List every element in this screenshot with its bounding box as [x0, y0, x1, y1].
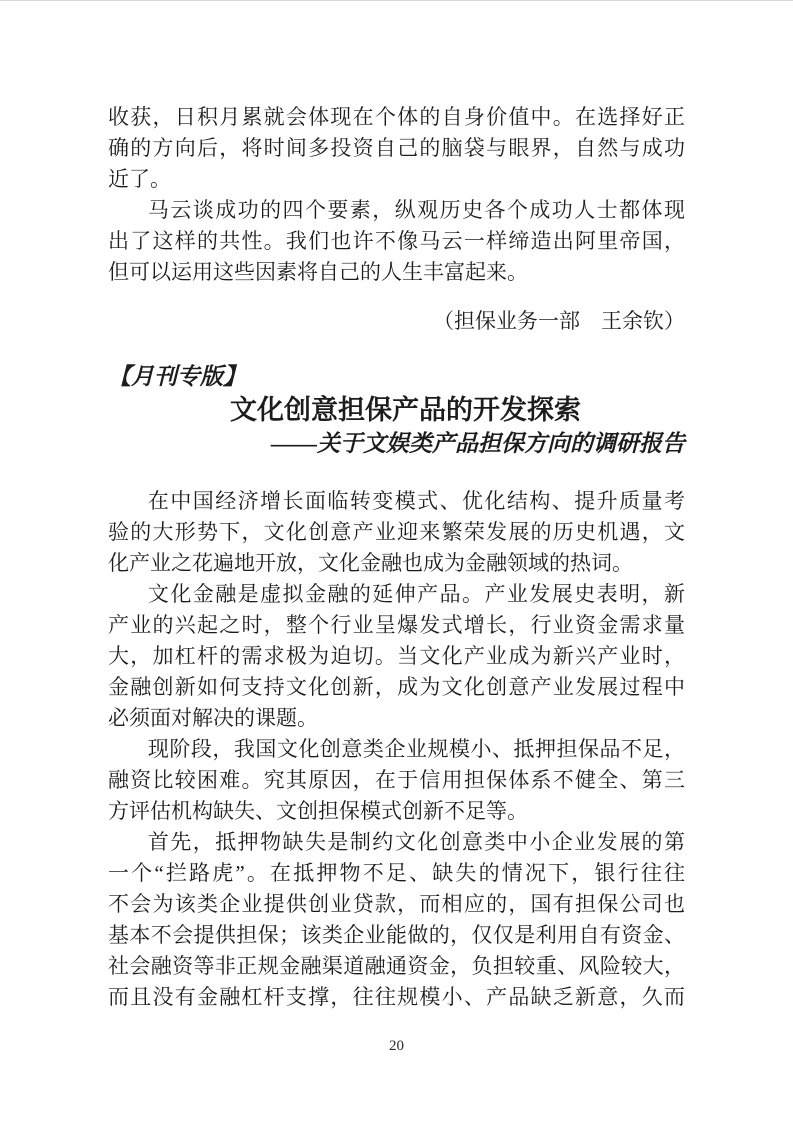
page-content — [108, 102, 685, 1013]
section-label: 【月刊专版】 — [108, 364, 246, 389]
text-line: 不会为该类企业提供创业贷款，而相应的，国有担保公司也 — [108, 892, 685, 916]
body-paragraph-2 — [108, 579, 685, 734]
intro-paragraph-1 — [108, 102, 685, 195]
text-line: 而且没有金融杠杆支撑，往往规模小、产品缺乏新意，久而 — [108, 985, 685, 1009]
article-subtitle: ——关于文娱类产品担保方向的调研报告 — [271, 431, 685, 456]
text-line: 化产业之花遍地开放，文化金融也成为金融领域的热词。 — [108, 551, 633, 575]
text-line: 首先，抵押物缺失是制约文化创意类中小企业发展的第 — [147, 830, 685, 854]
text-line: 现阶段，我国文化创意类企业规模小、抵押担保品不足， — [147, 737, 685, 761]
text-line: 社会融资等非正规金融渠道融通资金，负担较重、风险较大， — [108, 954, 685, 978]
text-line: 方评估机构缺失、文创担保模式创新不足等。 — [108, 799, 528, 823]
body-paragraph-1 — [108, 486, 685, 579]
text-line: 收获，日积月累就会体现在个体的自身价值中。在选择好正 — [108, 105, 685, 129]
text-line: 融资比较困难。究其原因，在于信用担保体系不健全、第三 — [108, 768, 685, 792]
article-title: 文化创意担保产品的开发探索 — [230, 395, 581, 426]
text-line: 必须面对解决的课题。 — [108, 706, 318, 730]
body-paragraph-3 — [108, 734, 685, 827]
text-line: 一个“拦路虎”。在抵押物不足、缺失的情况下，银行往往 — [108, 861, 685, 885]
text-line: 近了。 — [108, 167, 171, 191]
body-paragraph-4 — [108, 827, 685, 1013]
text-line: 金融创新如何支持文化创新，成为文化创意产业发展过程中 — [108, 675, 685, 699]
text-line: 确的方向后，将时间多投资自己的脑袋与眼界，自然与成功 — [108, 136, 685, 160]
text-line: 验的大形势下，文化创意产业迎来繁荣发展的历史机遇，文 — [108, 520, 685, 544]
page-number: 20 — [389, 1038, 404, 1054]
text-line: 马云谈成功的四个要素，纵观历史各个成功人士都体现 — [147, 198, 685, 222]
text-line: 出了这样的共性。我们也许不像马云一样缔造出阿里帝国， — [108, 229, 685, 253]
text-line: 产业的兴起之时，整个行业呈爆发式增长，行业资金需求量 — [108, 613, 685, 637]
article-body — [108, 486, 685, 1013]
text-line: 大，加杠杆的需求极为迫切。当文化产业成为新兴产业时， — [108, 644, 685, 668]
intro-section — [108, 102, 685, 337]
text-line: 但可以运用这些因素将自己的人生丰富起来。 — [108, 260, 528, 284]
text-line: 在中国经济增长面临转变模式、优化结构、提升质量考 — [147, 489, 685, 513]
text-line: 文化金融是虚拟金融的延伸产品。产业发展史表明，新 — [147, 582, 685, 606]
page-footer — [0, 1037, 793, 1055]
text-line: 基本不会提供担保；该类企业能做的，仅仅是利用自有资金、 — [108, 923, 685, 947]
author-attribution: （担保业务一部 王余钦） — [433, 309, 685, 333]
intro-paragraph-2 — [108, 195, 685, 288]
feature-section — [108, 361, 685, 1013]
